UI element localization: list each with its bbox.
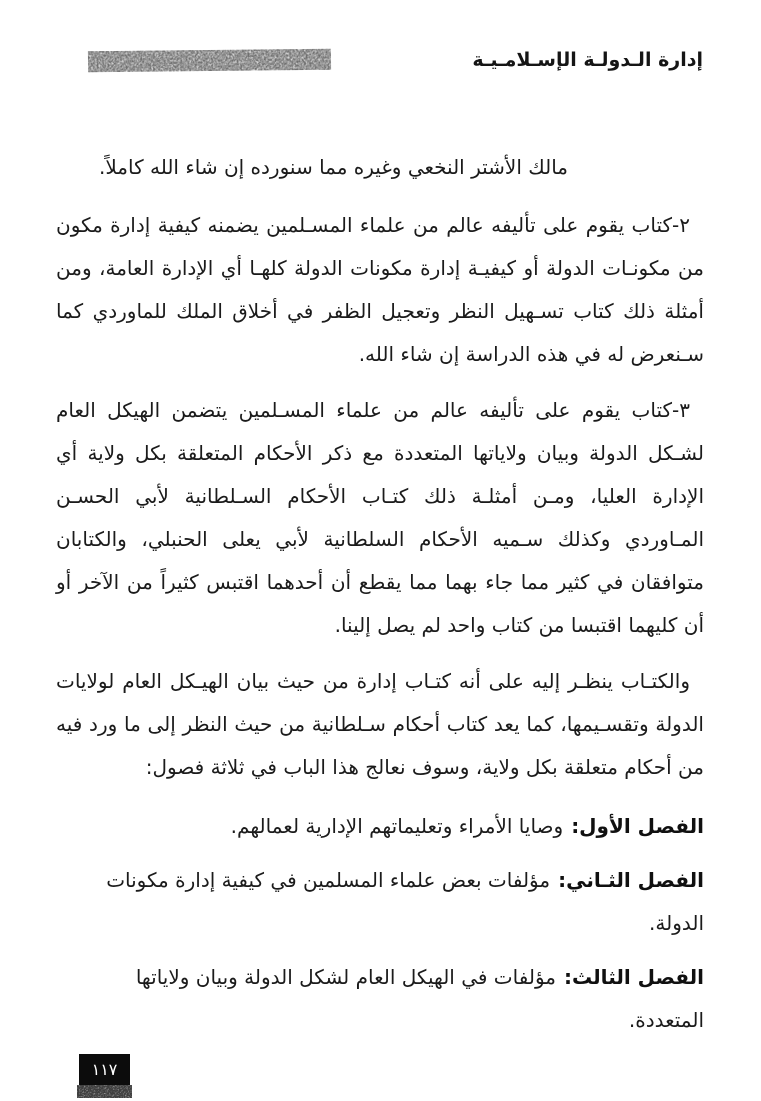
chapter-2-text: مؤلفات بعض علماء المسلمين في كيفية إدارة مكونات الدولة. [106,868,704,935]
chapter-list [56,805,704,1042]
page-number-box [79,1054,130,1085]
closing-paragraph: والكتـاب ينظـر إليه على أنه كتـاب إدارة من حيث بيان الهيـكل العام لولايات الدولة وتقسـيمها، كما يعد كتاب أحكام سـلطانية من حيث النظر إلى ما ورد فيه من أحكام متعلقة بكل ولاية، وسوف نعالج هذا الباب في ثلاثة فصول: [56,669,704,779]
chapter-2-label: الفصل الثـاني: [558,868,704,892]
chapter-1-text: وصايا الأمراء وتعليماتهم الإدارية لعمالهم. [230,814,564,838]
continuation-paragraph: مالك الأشتر النخعي وغيره مما سنورده إن شاء الله كاملاً. [99,155,568,179]
page-number: ١١٧ [91,1060,118,1079]
chapter-3-text: مؤلفات في الهيكل العام لشكل الدولة وبيان ولاياتها المتعددة. [135,965,704,1032]
chapter-list-item-3 [56,956,704,1042]
noise-texture [77,1085,132,1098]
numbered-paragraph-2: ٢-كتاب يقوم على تأليفه عالم من علماء المسـلمين يضمنه كيفية إدارة مكون من مكونـات الدولة أو كيفيـة إدارة مكونات الدولة كلهـا أي الإدارة العامة، ومن أمثلة ذلك كتاب تسـهيل النظر وتعجيل الظفر في أخلاق الملك للماوردي كما سـنعرض له في هذه الدراسة إن شاء الله. [56,213,704,366]
running-head-title: إدارة الـدولـة الإسـلامـيـة [472,49,703,71]
chapter-list-item-1 [56,805,704,848]
chapter-list-item-2 [56,859,704,945]
page-body-text [56,146,704,1053]
scan-smudge-artifact [88,49,331,73]
numbered-paragraph-3: ٣-كتاب يقوم على تأليفه عالم من علماء المسـلمين يتضمن الهيكل العام لشـكل الدولة وبيان ولاياتها المتعددة مع ذكر الأحكام المتعلقة بكل ولاية أي الإدارة العليا، ومـن أمثلـة ذلك كتـاب الأحكام السـلطانية لأبي الحسـن المـاوردي وكذلك سـميه الأحكام السلطانية لأبي يعلى الحنبلي، والكتابان متوافقان في كثير مما جاء بهما مما يقطع أن أحدهما اقتبس كثيراً من الآخر أو أن كليهما اقتبسا من كتاب واحد لم يصل إلينا. [56,398,704,637]
chapter-3-label: الفصل الثالث: [564,965,704,989]
noise-texture [88,49,331,73]
chapter-1-label: الفصل الأول: [571,814,704,838]
footer-scan-noise-artifact [77,1085,132,1098]
